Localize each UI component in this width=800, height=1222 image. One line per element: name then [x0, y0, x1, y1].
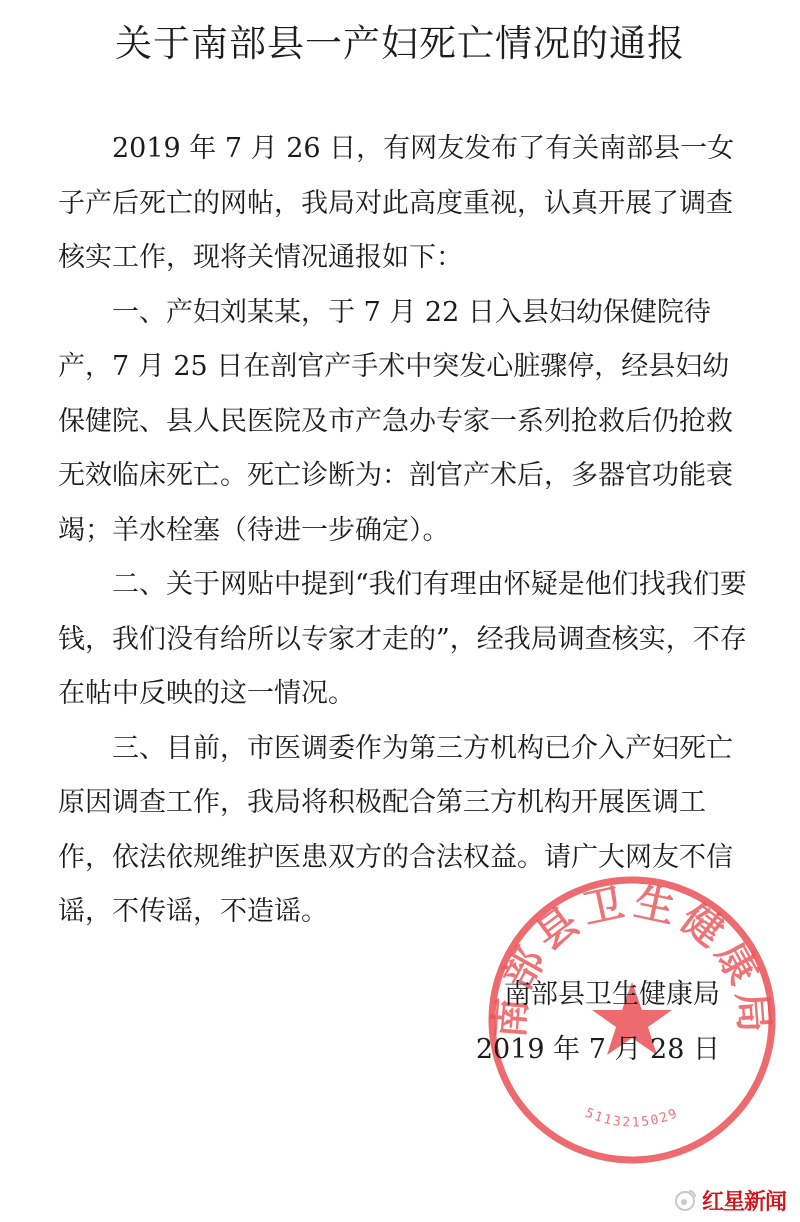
signature-organization: 南部县卫生健康局 [504, 979, 720, 1010]
paragraph-item-1: 一、产妇刘某某，于 7 月 22 日入县妇幼保健院待产，7 月 25 日在剖官产手术中突发心脏骤停，经县妇幼保健院、县人民医院及市产急办专家一系列抢救后仍抢救无效临床死亡。死亡诊断为：剖官产术后，多器官功能衰竭；羊水栓塞（待进一步确定）。 [58, 296, 733, 546]
source-watermark [672, 1183, 786, 1217]
paragraph-item-3: 三、目前，市医调委作为第三方机构已介入产妇死亡原因调查工作，我局将积极配合第三方机构开展医调工作，依法依规维护医患双方的合法权益。请广大网友不信谣，不传谣，不造谣。 [58, 732, 733, 927]
seal-code: 5113215029 [582, 1105, 682, 1131]
signature-date: 2019 年 7 月 28 日 [475, 1034, 720, 1065]
paragraph-intro: 2019 年 7 月 26 日，有网友发布了有关南部县一女子产后死亡的网帖，我局对此高度重视，认真开展了调查核实工作，现将关情况通报如下： [58, 133, 735, 273]
watermark-brand: 红星新闻 [702, 1189, 787, 1215]
weibo-icon [672, 1187, 698, 1213]
document-body [58, 122, 752, 940]
svg-text:5113215029 [583, 1106, 681, 1131]
seal-text: 南部县卫生健康局 [485, 878, 779, 1040]
document-title: 关于南部县一产妇死亡情况的通报 [115, 22, 685, 65]
paragraph-item-2: 二、关于网贴中提到“我们有理由怀疑是他们找我们要钱，我们没有给所以专家才走的”，经我局调查核实，不存在帖中反映的这一情况。 [58, 569, 747, 709]
official-seal [482, 870, 782, 1170]
